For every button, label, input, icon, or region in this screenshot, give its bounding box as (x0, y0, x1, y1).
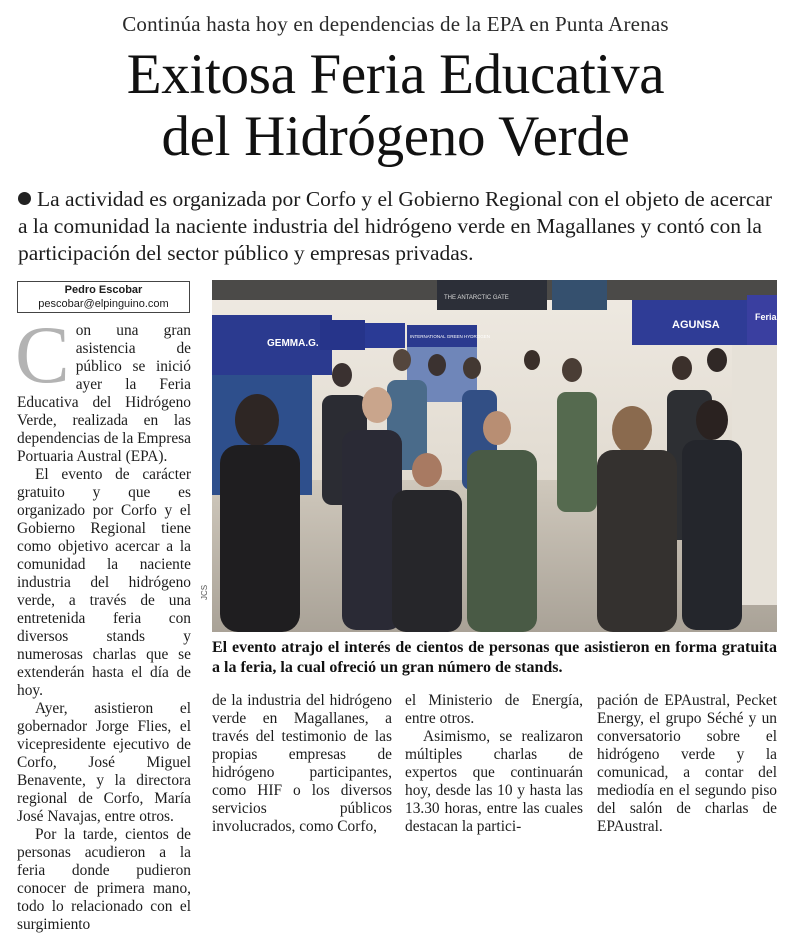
photo-credit: JCS (200, 584, 209, 600)
byline-author: Pedro Escobar (64, 284, 143, 296)
stand-label-hydrogen: INTERNATIONAL GREEN HYDROGEN (410, 334, 491, 339)
headline-line-1: Exitosa Feria Educativa (126, 43, 665, 106)
paragraph: Asimismo, se realizaron múltiples charlas de expertos que continuarán hoy, desde las 10 y hasta las 13.30 horas, entre las cuales destacan la partici- (405, 728, 583, 835)
fair-crowd-photo (212, 280, 777, 632)
paragraph-text: on una gran asistencia de público se inició ayer la Feria Educativa del Hidrógeno Verde, realizada en las dependencias de la Empresa Portuaria Austral (EPA). (17, 322, 191, 465)
paragraph: Por la tarde, cientos de personas acudieron a la feria donde pudieron conocer de primera mano, todo lo relacionado con el surgimiento (17, 826, 191, 933)
stand-label-agunsa: AGUNSA (672, 319, 720, 331)
byline-email: pescobar@elpinguino.com (38, 298, 169, 310)
article-column-1 (15, 309, 191, 934)
article-column-3 (405, 692, 583, 836)
article-kicker: Continúa hasta hoy en dependencias de la EPA en Punta Arenas (122, 12, 669, 36)
paragraph: de la industria del hidrógeno verde en Magallanes, a través del testimonio de las propias empresas de hidrógeno participantes, como HIF o los diversos servicios públicos involucrados, como Corfo, (212, 692, 392, 835)
paragraph: pación de EPAustral, Pecket Energy, el grupo Séché y un conversatorio sobre el hidrógeno verde y la comunicad, a contar del mediodía en el segundo piso del salón de charlas de EPAustral. (597, 692, 777, 835)
bullet-icon (18, 192, 31, 205)
article-headline (0, 44, 791, 168)
paragraph: Ayer, asistieron el gobernador Jorge Flies, el vicepresidente ejecutivo de Corfo, José Miguel Benavente, y la directora regional de Corfo, María José Navajas, entre otros. (17, 700, 191, 825)
photo-caption: El evento atrajo el interés de cientos de personas que asistieron en forma gratuita a la feria, la cual ofreció un gran número de stands. (212, 639, 777, 676)
stand-label-feria: Feria (755, 312, 777, 322)
stand-label-gemma: GEMMA.G. (267, 338, 319, 349)
drop-cap: C (15, 309, 70, 400)
paragraph (15, 309, 191, 466)
article-lead (18, 186, 773, 267)
paragraph: el Ministerio de Energía, entre otros. (405, 692, 583, 727)
headline-line-2: del Hidrógeno Verde (161, 105, 630, 168)
article-column-4 (597, 692, 777, 836)
article-column-2 (212, 692, 392, 836)
stand-label-antarctic: THE ANTARCTIC GATE (444, 295, 509, 301)
paragraph: El evento de carácter gratuito y que es organizado por Corfo y el Gobierno Regional tiene como objetivo acercar a la comunidad la naciente industria del hidrógeno verde, a través de una entretenida feria con diversos stands y numerosas charlas que se extenderán hasta el día de hoy. (17, 466, 191, 699)
lead-text: La actividad es organizada por Corfo y el Gobierno Regional con el objeto de acercar a la comunidad la naciente industria del hidrógeno verde en Magallanes y contó con la participación del sector público y empresas privadas. (18, 187, 773, 265)
article-photo (212, 280, 777, 632)
